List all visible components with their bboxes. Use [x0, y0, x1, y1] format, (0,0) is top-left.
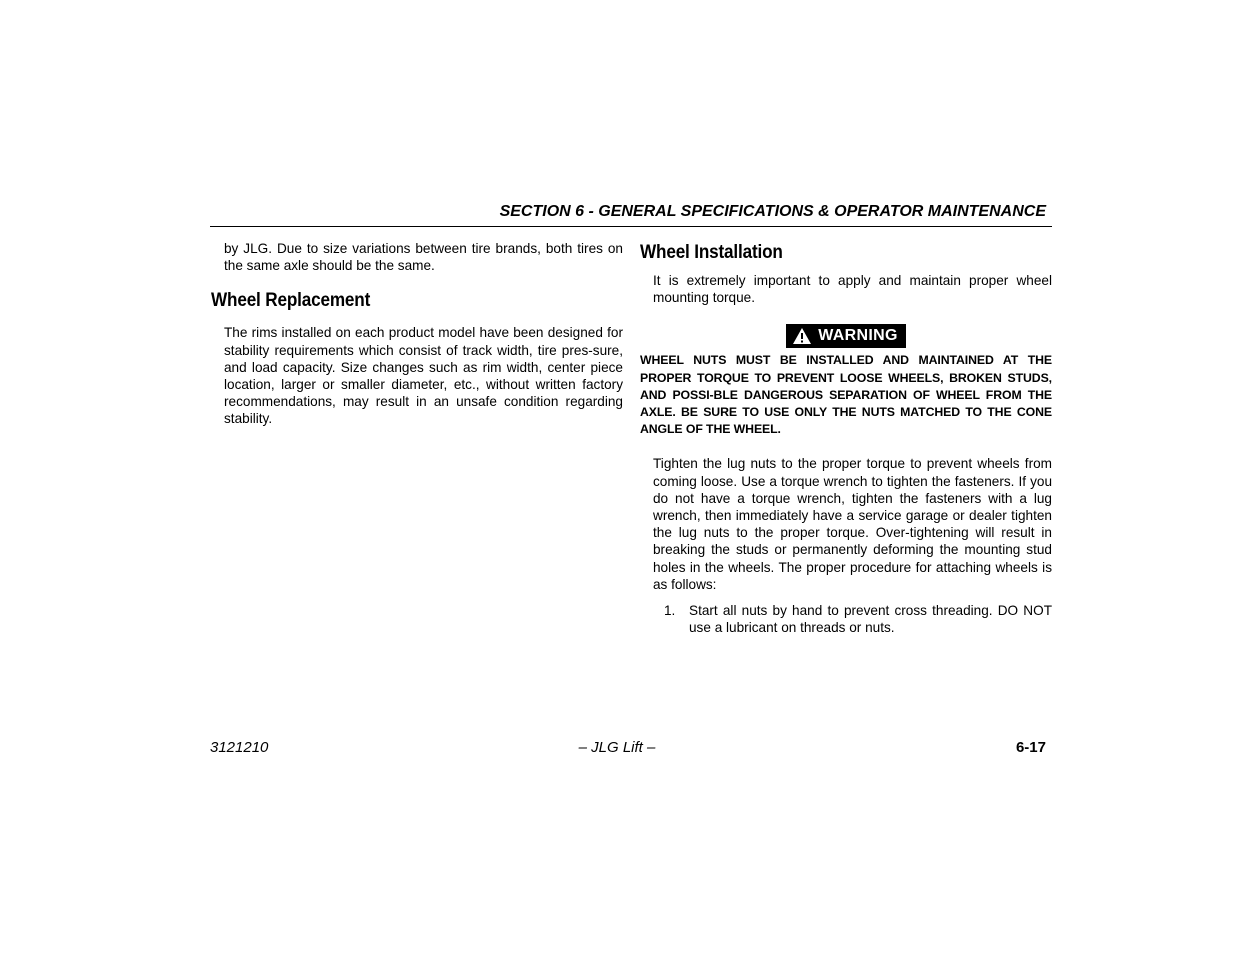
list-item-number: 1.: [664, 603, 676, 619]
warning-label: WARNING: [818, 327, 898, 345]
procedure-paragraph: Tighten the lug nuts to the proper torque to prevent wheels from coming loose. Use a torque wrench to tighten the fasteners. If you do not have a torque wrench, tighten the fasteners with a lug wrench, then immediately have a service garage or dealer tighten the lug nuts to the proper torque. Over-tightening will result in breaking the studs or permanently deforming the mounting stud holes in the wheels. The proper procedure for attaching wheels is as follows:: [653, 456, 1052, 592]
left-column: [211, 240, 623, 428]
list-item-text: Start all nuts by hand to prevent cross threading. DO NOT use a lubricant on threads or nuts.: [689, 603, 1052, 636]
continued-paragraph: by JLG. Due to size variations between tire brands, both tires on the same axle should be the same.: [224, 241, 623, 274]
warning-badge: [786, 324, 905, 348]
warning-triangle-icon: [792, 327, 812, 345]
warning-banner: [640, 324, 1052, 348]
document-number: 3121210: [210, 739, 269, 756]
page-number: 6-17: [1015, 739, 1046, 756]
wheel-installation-intro: It is extremely important to apply and maintain proper wheel mounting torque.: [653, 273, 1052, 306]
footer-brand: – JLG Lift –: [578, 739, 656, 756]
wheel-replacement-heading: Wheel Replacement: [211, 289, 371, 312]
wheel-installation-heading: Wheel Installation: [640, 241, 783, 263]
wheel-replacement-paragraph: The rims installed on each product model have been designed for stability requirements which consist of track width, tire pres-sure, and load capacity. Size changes such as rim width, center piece location, larger or smaller diameter, etc., without written factory recommendations, may result in an unsafe condition regarding stability.: [224, 325, 623, 427]
list-item: [664, 602, 1052, 636]
section-title: SECTION 6 - GENERAL SPECIFICATIONS & OPERATOR MAINTENANCE: [499, 203, 1046, 220]
warning-text: WHEEL NUTS MUST BE INSTALLED AND MAINTAINED AT THE PROPER TORQUE TO PREVENT LOOSE WHEELS, BROKEN STUDS, AND POSSI-BLE DANGEROUS SEPARATION OF WHEEL FROM THE AXLE. BE SURE TO USE ONLY THE NUTS MATCHED TO THE CONE ANGLE OF THE WHEEL.: [640, 353, 1052, 437]
header-divider: [210, 226, 1052, 227]
right-column: [640, 240, 1052, 636]
